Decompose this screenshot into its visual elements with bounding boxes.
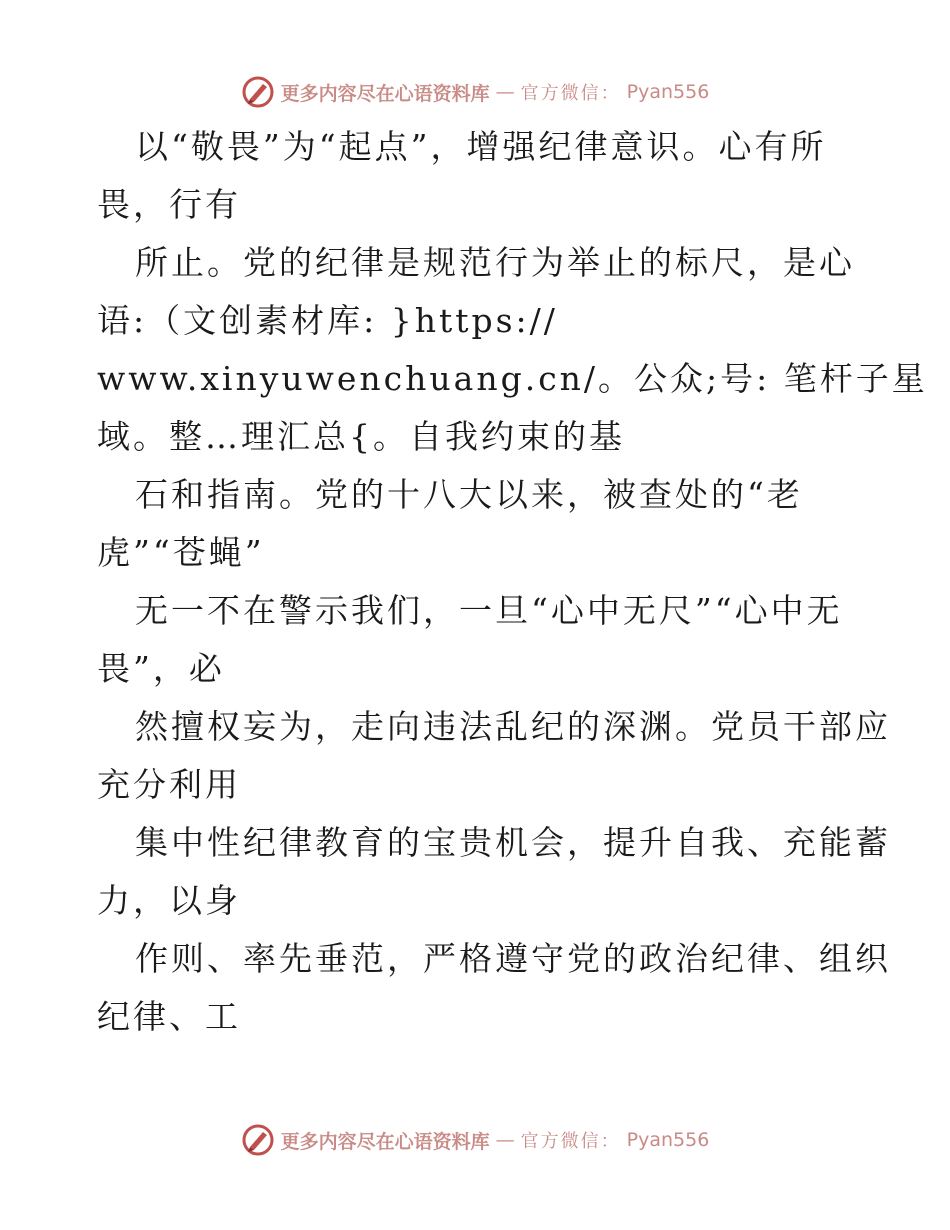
watermark-text: 更多内容尽在心语资料库 [280,82,490,105]
text-line: 力，以身 [97,881,241,920]
watermark-suffix: 官方微信： [520,1131,621,1152]
watermark-id: Pyan556 [626,1129,710,1151]
text-line: www.xinyuwenchuang.cn/。公众;号: 笔杆子星 [97,359,928,398]
header-watermark [0,72,950,112]
text-line: 然擅权妄为，走向违法乱纪的深渊。党员干部应 [135,707,891,746]
watermark-id: Pyan556 [626,81,710,103]
text-line: 集中性纪律教育的宝贵机会，提升自我、充能蓄 [135,823,891,862]
text-line: 所止。党的纪律是规范行为举止的标尺，是心 [135,243,855,282]
text-line: 域。整…理汇总{。自我约束的基 [97,417,625,456]
text-line: 以“敬畏”为“起点”，增强纪律意识。心有所 [135,127,827,166]
document-body [97,118,928,1046]
watermark-separator: — [495,1129,515,1151]
text-line: 石和指南。党的十八大以来，被查处的“老 [135,475,803,514]
brush-logo-icon [241,1123,275,1157]
text-line: 纪律、工 [97,997,241,1036]
watermark-separator: — [495,81,515,103]
text-line: 无一不在警示我们，一旦“心中无尺”“心中无 [135,591,843,630]
text-line: 作则、率先垂范，严格遵守党的政治纪律、组织 [135,939,891,978]
brush-logo-icon [241,75,275,109]
text-line: 畏，行有 [97,185,241,224]
footer-watermark [0,1120,950,1160]
watermark-text: 更多内容尽在心语资料库 [280,1130,490,1153]
text-line: 语:（文创素材库: }https:// [97,301,558,340]
text-line: 充分利用 [97,765,241,804]
text-line: 畏”，必 [97,649,225,688]
watermark-suffix: 官方微信： [520,83,621,104]
text-line: 虎”“苍蝇” [97,533,265,572]
